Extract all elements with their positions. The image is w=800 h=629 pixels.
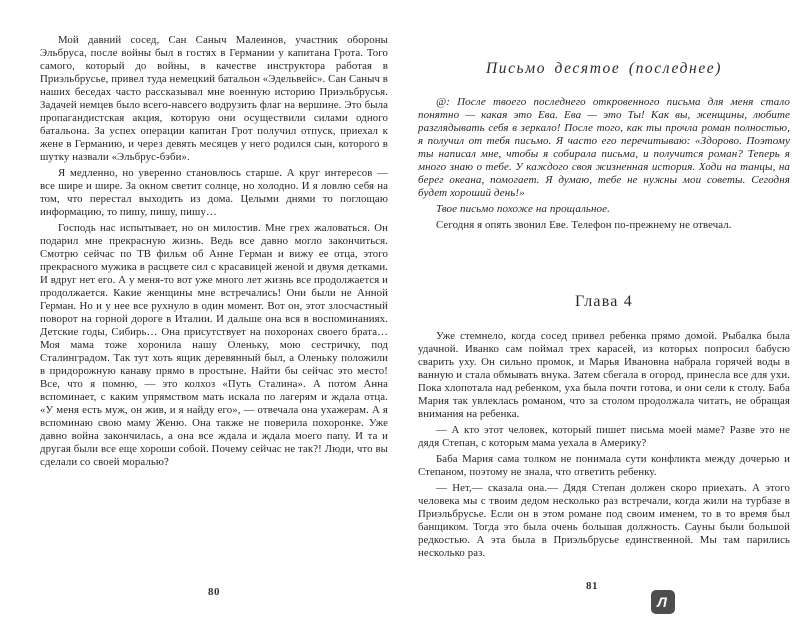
book-page-left: [40, 0, 388, 469]
letter-paragraph: @: После твоего последнего откровенного письма для меня стало понятно — какая это Ева. Ева — это Ты! Как вы, женщины, любите разглядывать себя в зеркало! После того, как ты прочла роман полностью, я получил от тебя письмо. Я часто его перечитываю: «Здорово. Поэтому ты написал мне, чтобы я собирала письма, и получится роман? Теперь я много знаю о тебе. У каждого своя жизненная история. Ходи на танцы, на берег океана, помогает. Я думаю, тебе не нужны мои советы. Сегодня будет хороший день!»: [418, 96, 790, 199]
labirint-logo: [651, 590, 675, 614]
dialog-paragraph: — Нет,— сказала она.— Дядя Степан должен скоро приехать. А этого человека мы с твоим дедом несколько раз встречали, когда жили на турбазе в Приэльбрусье. Если он в этом романе под своим именем, то в то время был банщиком. Тогда это была очень большая должность. Сауны были большой редкостью. А эта была в Приэльбрусье единственной. Мы там парились несколько раз.: [418, 482, 790, 559]
logo-letter-l: Л: [657, 594, 667, 610]
book-paragraph: Мой давний сосед, Сан Саныч Малеинов, участник обороны Эльбруса, после войны был в гостях в Германии у капитана Грота. Того самого, который до войны, в качестве инструктора работая в Приэльбрусье, привел туда немецкий батальон «Эдельвейс». Сан Саныч в наших беседах часто рассказывал мне военную историю Приэльбрусья. Задачей немцев было всего-навсего водрузить флаг на вершине. Это была пропагандистская акция, которую они осуществили силами одного батальона. За успех операции капитан Грот получил отпуск, приехал к жене в Германию, и через девять месяцев у него родился сын, которого в шутку назвали «Эльбрус-бэби».: [40, 34, 388, 163]
book-paragraph: Я медленно, но уверенно становлюсь старше. А круг интересов — все шире и шире. За окном светит солнце, но холодно. И я ловлю себя на том, что перестал выходить из дома. Целыми днями то поглощаю информацию, то пишу, пишу, пишу…: [40, 167, 388, 218]
book-paragraph: Сегодня я опять звонил Еве. Телефон по-прежнему не отвечал.: [436, 219, 732, 231]
page-number-right: 81: [586, 580, 598, 592]
page-number-left: 80: [208, 586, 220, 598]
dialog-paragraph: — А кто этот человек, который пишет письма моей маме? Разве это не дядя Степан, с которым мама уехала в Америку?: [418, 424, 790, 449]
book-paragraph: Баба Мария сама толком не понимала сути конфликта между дочерью и Степаном, поэтому не знала, что ответить ребенку.: [418, 453, 790, 478]
book-paragraph: Уже стемнело, когда сосед привел ребенка прямо домой. Рыбалка была удачной. Иванко сам поймал трех карасей, из которых попросил бабусю сварить уху. Он сильно промок, и Марья Ивановна набрала горячей воды в ванную и стала обмывать внука. Затем сбегала в огород, принесла все для ухи. Пока хлопотала над ребенком, уха была почти готова, и они сели к столу. Баба Мария так увлеклась романом, что за столом продолжала читать, не обращая внимания на ребенка.: [418, 330, 790, 420]
letter-closing-line: Твое письмо похоже на прощальное.: [436, 203, 610, 215]
letter-heading: Письмо десятое (последнее): [485, 60, 723, 77]
book-page-right: [418, 0, 790, 560]
book-paragraph: Господь нас испытывает, но он милостив. Мне грех жаловаться. Он подарил мне прекрасную жизнь. Ведь все давно могло закончиться. Смотрю сейчас по ТВ фильм об Анне Герман и вижу ее отца, этого прекрасного мужика в расцвете сил с красавицей женой и двумя детками. И вдруг нет его. А у меня-то вот уже много лет жизнь все продолжается и продолжается. Какие женщины мне встречались! Они были не Анной Герман. Но и у нее все рухнуло в один момент. Вот он, этот злосчастный поворот на горной дороге в Италии. И дальше она вся в воспоминаниях. Детские годы, Сибирь… Она присутствует на похоронах своего брата… Моя мама тоже хоронила нашу Оленьку, мою сестричку, под Сталинградом. Так тут хоть ящик деревянный был, а Оленьку положили в придорожную канаву прямо в простыне. Найти бы сейчас это место! Все, что я помню, — это колхоз «Путь Сталина». А потом Анна вспоминает, с каким упрямством мать искала по лагерям и ждала отца. «У меня есть муж, он жив, и я найду его», — отвечала она ухажерам. А я вспоминаю свою маму Женю. Она также не поверила похоронке. Уже давно война закончилась, а она все ждала и ждала моего папу. И та и другая были все еще хороши собой. Почему сейчас не так?! Люди, что вы сделали со своей моралью?: [40, 222, 388, 468]
chapter-heading: Глава 4: [575, 293, 633, 310]
